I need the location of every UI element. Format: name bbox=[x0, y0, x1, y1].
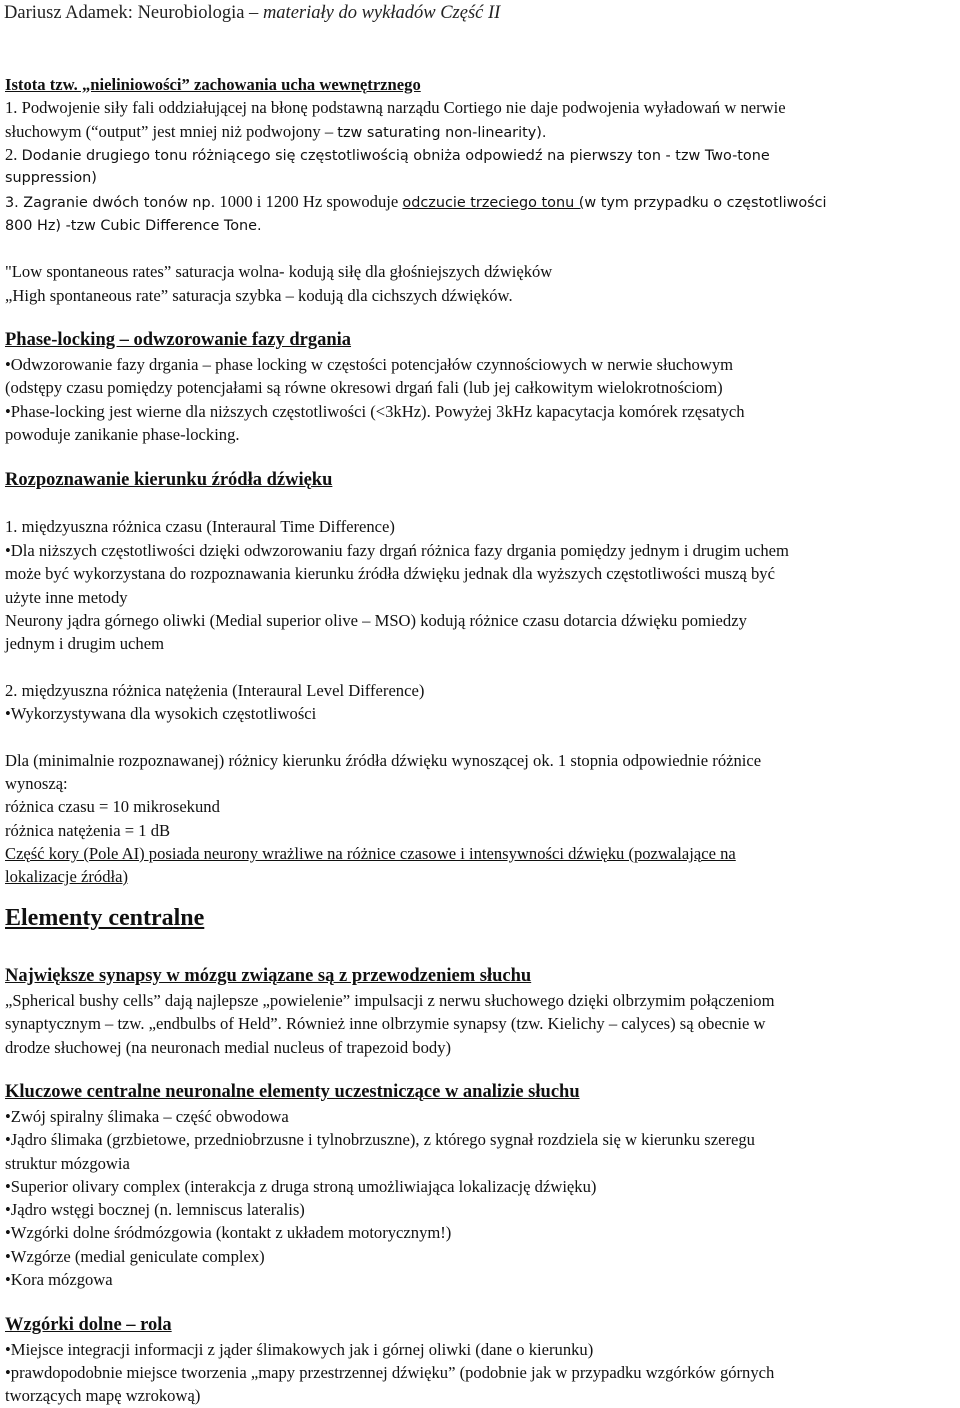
section-heading-sound-localization: Rozpoznawanie kierunku źródła dźwięku bbox=[5, 470, 333, 490]
header-author: Dariusz Adamek: Neurobiologia – bbox=[4, 3, 259, 23]
list-item: •Kora mózgowa bbox=[5, 1270, 113, 1289]
paragraph-line: może być wykorzystana do rozpoznawania kierunku źródła dźwięku jednak dla wyższych częstotliwości muszą być bbox=[5, 564, 775, 583]
paragraph-line: różnica natężenia = 1 dB bbox=[5, 821, 171, 840]
paragraph-line bbox=[5, 213, 262, 238]
paragraph-line: •Dla niższych częstotliwości dzięki odwzorowaniu fazy drgań różnica fazy drgania pomiędzy jednym i drugim uchem bbox=[5, 541, 789, 560]
paragraph-line bbox=[5, 190, 827, 215]
text-span: 1000 i 1200 Hz spowoduje bbox=[219, 192, 399, 211]
list-item: struktur mózgowia bbox=[5, 1154, 130, 1173]
list-item: •prawdopodobnie miejsce tworzenia „mapy przestrzennej dźwięku” (podobnie jak w przypadku wzgórków górnych bbox=[5, 1363, 775, 1382]
text-span: Dodanie drugiego tonu różniącego się częstotliwością obniża odpowiedź na pierwszy ton - tzw Two-tone bbox=[21, 148, 770, 164]
list-item: •Jądro wstęgi bocznej (n. lemniscus lateralis) bbox=[5, 1200, 305, 1219]
paragraph-line: powoduje zanikanie phase-locking. bbox=[5, 425, 240, 444]
paragraph-line: 1. międzyuszna różnica czasu (Interaural Time Difference) bbox=[5, 517, 395, 536]
paragraph-line: jednym i drugim uchem bbox=[5, 634, 164, 653]
section-heading-phase-locking: Phase-locking – odwzorowanie fazy drgania bbox=[5, 330, 352, 350]
section-heading-synapses: Największe synapsy w mózgu związane są z przewodzeniem słuchu bbox=[5, 966, 532, 986]
paragraph-line: różnica czasu = 10 mikrosekund bbox=[5, 797, 220, 816]
paragraph-line: suppression) bbox=[5, 170, 97, 186]
paragraph-line: Neurony jądra górnego oliwki (Medial superior olive – MSO) kodują różnice czasu dotarcia dźwięku pomiedzy bbox=[5, 611, 747, 630]
section-heading-nonlinearity: Istota tzw. „nieliniowości” zachowania ucha wewnętrznego bbox=[5, 75, 421, 94]
paragraph-line: lokalizacje źródła) bbox=[5, 867, 128, 886]
paragraph-line: (odstępy czasu pomiędzy potencjałami są równe okresowi drgań fali (lub jej całkowitym wielokrotnościom) bbox=[5, 378, 723, 397]
paragraph-line bbox=[5, 143, 770, 168]
text-span: tzw saturating non-linearity). bbox=[337, 125, 547, 141]
list-item: •Jądro ślimaka (grzbietowe, przedniobrzusne i tylnobrzuszne), z którego sygnał rozdziela się w kierunku szeregu bbox=[5, 1130, 755, 1149]
list-item: tworzących mapę wzrokową) bbox=[5, 1386, 201, 1405]
paragraph-line: Część kory (Pole AI) posiada neurony wrażliwe na różnice czasowe i intensywności dźwięku (pozwalające na bbox=[5, 844, 736, 863]
list-item: •Zwój spiralny ślimaka – część obwodowa bbox=[5, 1107, 289, 1126]
section-heading-central-elements: Elementy centralne bbox=[5, 905, 205, 931]
paragraph-line bbox=[5, 120, 546, 145]
text-span: 3. Zagranie dwóch tonów np. bbox=[5, 195, 216, 211]
paragraph-line: drodze słuchowej (na neuronach medial nucleus of trapezoid body) bbox=[5, 1038, 452, 1057]
paragraph-line: •Phase-locking jest wierne dla niższych częstotliwości (<3kHz). Powyżej 3kHz kapacytacja komórek rzęsatych bbox=[5, 402, 745, 421]
list-item: •Superior olivary complex (interakcja z druga stroną umożliwiająca lokalizację dźwięku) bbox=[5, 1177, 597, 1196]
list-item: •Wzgórki dolne śródmózgowia (kontakt z układem motorycznym!) bbox=[5, 1223, 452, 1242]
underlined-phrase: odczucie trzeciego tonu ( bbox=[402, 195, 585, 211]
paragraph-line: użyte inne metody bbox=[5, 588, 128, 607]
paragraph-line: „High spontaneous rate” saturacja szybka – kodują dla cichszych dźwięków. bbox=[5, 286, 513, 305]
paragraph-line: "Low spontaneous rates” saturacja wolna- kodują siłę dla głośniejszych dźwięków bbox=[5, 262, 553, 281]
section-heading-inferior-colliculi: Wzgórki dolne – rola bbox=[5, 1315, 172, 1335]
paragraph-line: 1. Podwojenie siły fali oddziałującej na błonę podstawną narządu Cortiego nie daje podwojenia wyładowań w nerwie bbox=[5, 98, 786, 117]
list-item: •Wzgórze (medial geniculate complex) bbox=[5, 1247, 265, 1266]
header-title: materiały do wykładów Część II bbox=[262, 3, 501, 23]
paragraph-line: „Spherical bushy cells” dają najlepsze „powielenie” impulsacji z nerwu słuchowego dzięki olbrzymim połączeniom bbox=[5, 991, 775, 1010]
text-span: 2. bbox=[5, 145, 18, 164]
paragraph-line: Dla (minimalnie rozpoznawanej) różnicy kierunku źródła dźwięku wynoszącej ok. 1 stopnia odpowiednie różnice bbox=[5, 751, 762, 770]
paragraph-line: •Wykorzystywana dla wysokich częstotliwości bbox=[5, 704, 317, 723]
paragraph-line: •Odwzorowanie fazy drgania – phase locking w częstości potencjałów czynnościowych w nerwie słuchowym bbox=[5, 355, 734, 374]
section-heading-key-elements: Kluczowe centralne neuronalne elementy uczestniczące w analizie słuchu bbox=[5, 1082, 580, 1102]
text-span: 800 Hz) -tzw Cubic Difference Tone. bbox=[5, 218, 262, 234]
text-span: w tym przypadku o częstotliwości bbox=[584, 195, 827, 211]
paragraph-line: 2. międzyuszna różnica natężenia (Interaural Level Difference) bbox=[5, 681, 425, 700]
text-span: słuchowym (“output” jest mniej niż podwojony – bbox=[5, 122, 334, 141]
document-header bbox=[4, 2, 500, 25]
paragraph-line: wynoszą: bbox=[5, 774, 68, 793]
paragraph-line: synaptycznym – tzw. „endbulbs of Held”. Również inne olbrzymie synapsy (tzw. Kielichy – calyces) są obecnie w bbox=[5, 1014, 766, 1033]
list-item: •Miejsce integracji informacji z jąder ślimakowych jak i górnej oliwki (dane o kierunku) bbox=[5, 1340, 594, 1359]
